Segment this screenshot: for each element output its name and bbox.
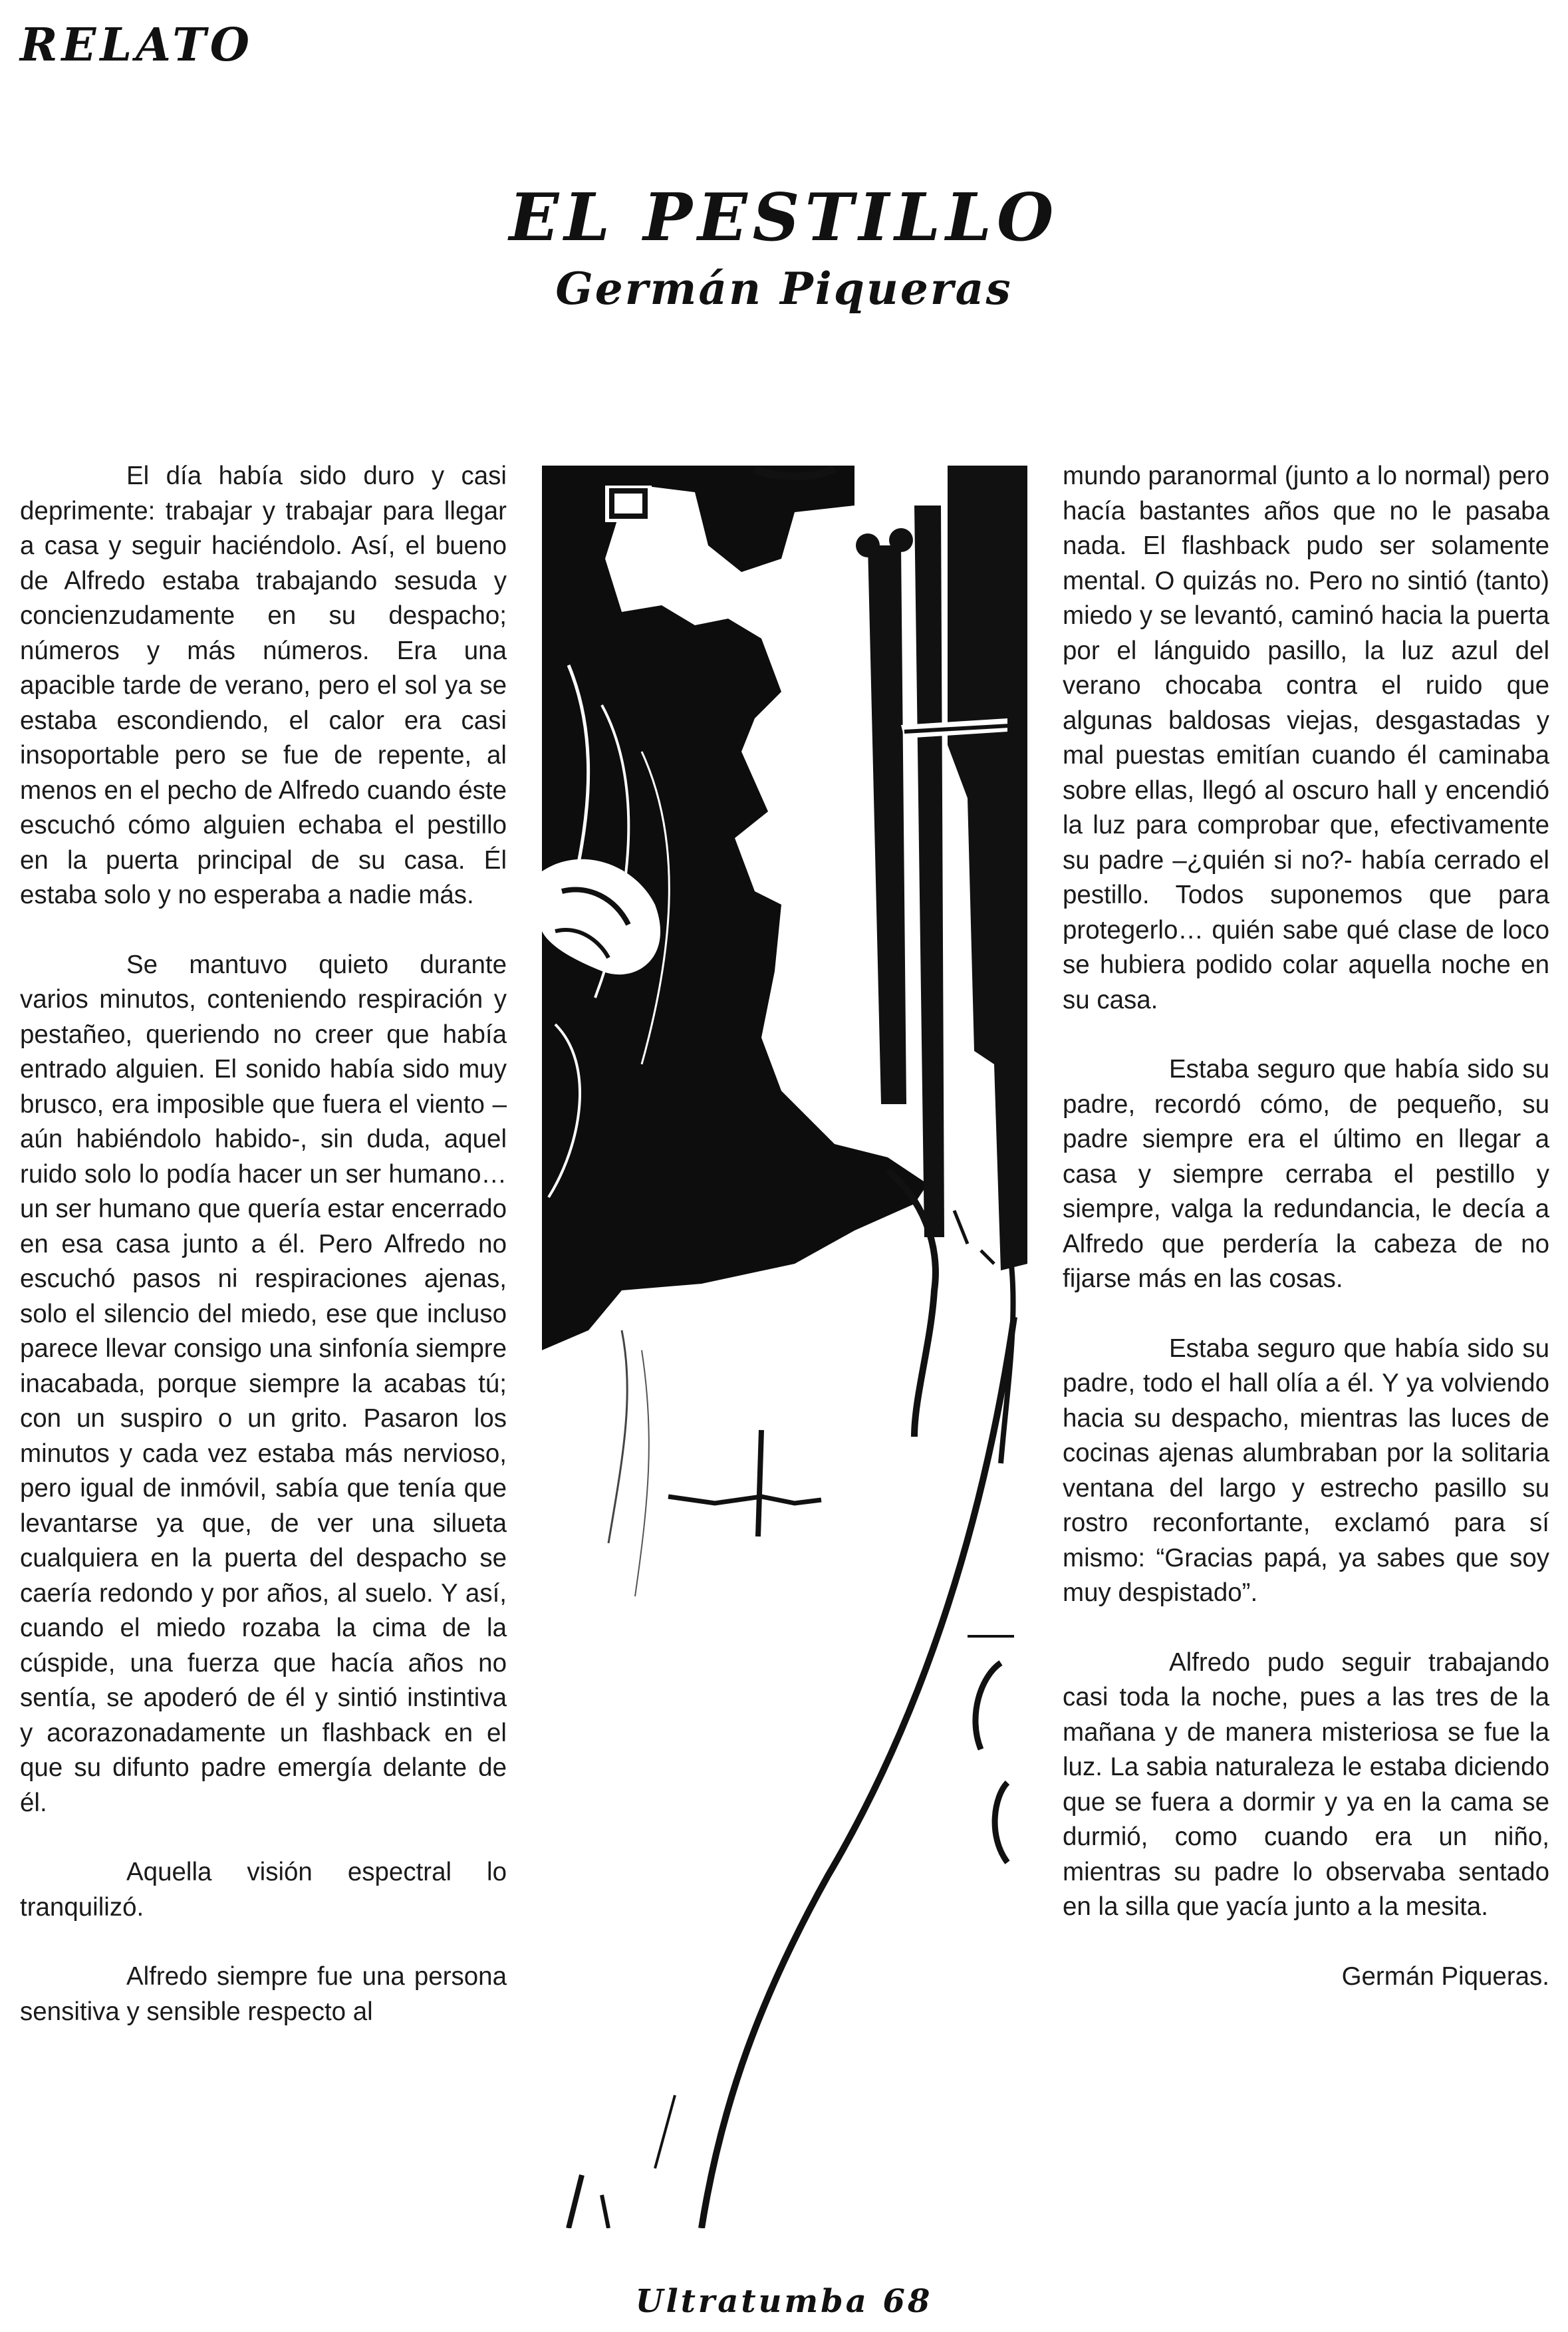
author-signature: Germán Piqueras. bbox=[1341, 1962, 1549, 1991]
page-footer: Ultratumba 68 bbox=[635, 2283, 933, 2320]
paragraph: Se mantuvo quieto durante varios minutos, conteniendo respiración y pestañeo, queriendo no creer que había entrado alguien. El sonido había sido muy brusco, era imposible que fuera el viento –aún habiéndolo habido-, sin duda, aquel ruido solo lo podía hacer un ser humano… un ser humano que quería estar encerrado en esa casa junto a él. Pero Alfredo no escuchó pasos ni respiraciones ajenas, solo el silencio del miedo, ese que incluso parece llevar consigo una sinfonía siempre inacabada, porque siempre la acabas tú; con un suspiro o un grito. Pasaron los minutos y cada vez estaba más nervioso, pero igual de inmóvil, sabía que tenía que levantarse ya que, de ver una silueta cualquiera en la puerta del despacho se caería redondo y por años, al suelo. Y así, cuando el miedo rozaba la cima de la cúspide, una fuerza que hacía años no sentía, se apoderó de él y sintió instintiva y acorazonadamente un flashback en el que su difunto padre emergía delante de él. bbox=[20, 950, 507, 1817]
story-title: EL PESTILLO bbox=[509, 180, 1059, 256]
left-text-column bbox=[20, 459, 507, 2064]
paragraph: Alfredo siempre fue una persona sensitiva y sensible respecto al bbox=[20, 1962, 507, 2026]
right-text-column bbox=[1063, 459, 1549, 2029]
paragraph: Estaba seguro que había sido su padre, recordó cómo, de pequeño, su padre siempre era el último en llegar a casa y siempre cerraba el pestillo y siempre, valga la redundancia, le decía a Alfredo que perdería la cabeza de no fijarse más en las cosas. bbox=[1063, 1055, 1549, 1293]
paragraph: Alfredo pudo seguir trabajando casi toda la noche, pues a las tres de la mañana y de manera misteriosa se fue la luz. La sabia naturaleza le estaba diciendo que se fuera a dormir y ya en la cama se durmió, como cuando era un niño, mientras su padre lo observaba sentado en la silla que yacía junto a la mesita. bbox=[1063, 1648, 1549, 1921]
paragraph: El día había sido duro y casi deprimente: trabajar y trabajar para llegar a casa y seguir haciéndolo. Así, el bueno de Alfredo estaba trabajando sesuda y concienzudamente en su despacho; números y más números. Era una apacible tarde de verano, pero el sol ya se estaba escondiendo, el calor era casi insoportable pero se fue de repente, al menos en el pecho de Alfredo cuando éste escuchó cómo alguien echaba el pestillo en la puerta principal de su casa. Él estaba solo y no esperaba a nadie más. bbox=[20, 462, 507, 909]
paragraph: Aquella visión espectral lo tranquilizó. bbox=[20, 1858, 507, 1922]
paragraph: Estaba seguro que había sido su padre, todo el hall olía a él. Y ya volviendo hacia su despacho, mientras las luces de cocinas ajenas alumbraban por la solitaria ventana del largo y estrecho pasillo su rostro reconfortante, exclamó para sí mismo: “Gracias papá, ya sabes que soy muy despistado”. bbox=[1063, 1334, 1549, 1607]
story-author: Germán Piqueras bbox=[555, 263, 1013, 315]
section-label: RELATO bbox=[20, 19, 254, 72]
ink-illustration-face bbox=[542, 466, 1027, 2228]
paragraph: mundo paranormal (junto a lo normal) pero hacía bastantes años que no le pasaba nada. El flashback pudo ser solamente mental. O quizás no. Pero no sintió (tanto) miedo y se levantó, caminó hacia la puerta por el lánguido pasillo, la luz azul del verano chocaba contra el ruido que algunas baldosas viejas, desgastadas y mal puestas emitían cuando él caminaba sobre ellas, llegó al oscuro hall y encendió la luz para comprobar que, efectivamente su padre –¿quién si no?- había cerrado el pestillo. Todos suponemos que para protegerlo… quién sabe qué clase de loco se hubiera podido colar aquella noche en su casa. bbox=[1063, 462, 1549, 1014]
